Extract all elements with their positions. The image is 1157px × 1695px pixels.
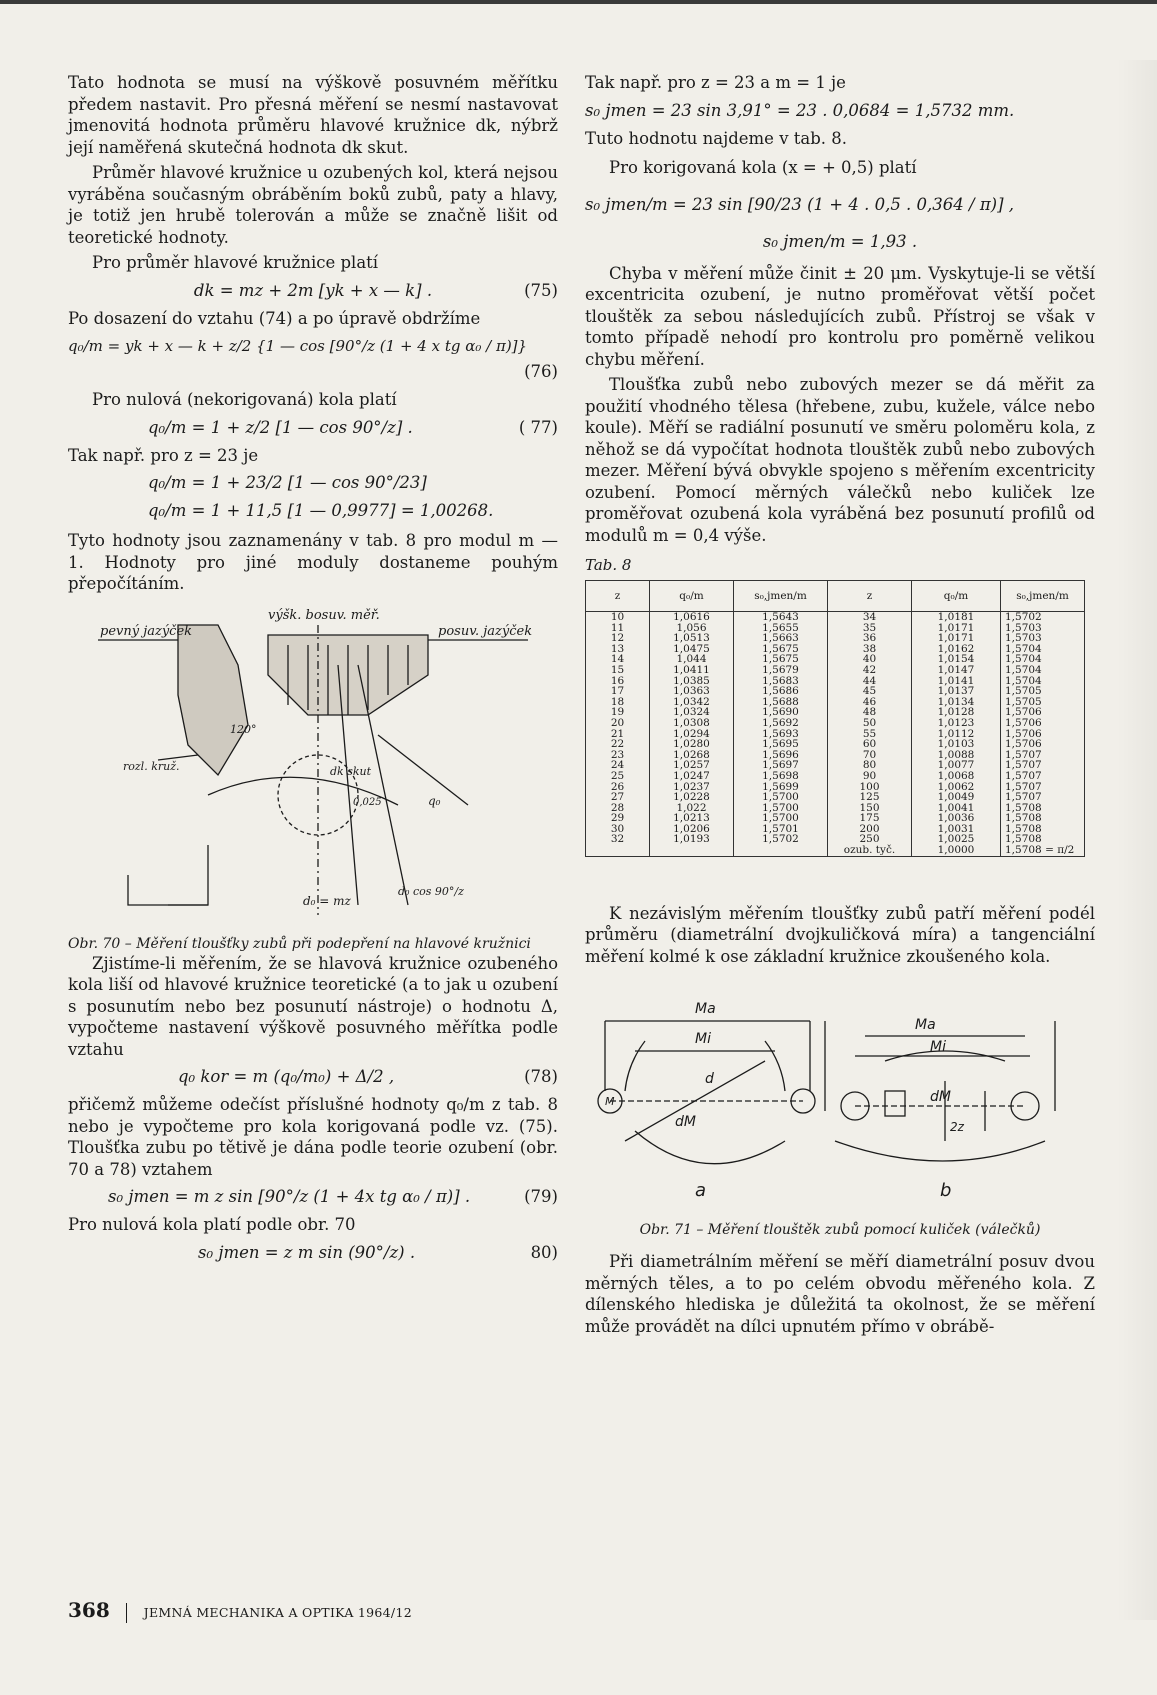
equation-body: s₀ jmen/m = 23 sin [90/23 (1 + 4 . 0,5 . 0,364 / π)] , xyxy=(585,194,1015,214)
table-row xyxy=(586,612,1085,623)
table-cell-z-cell: 80 xyxy=(828,760,912,771)
equation-body: q₀/m = yk + x — k + z/2 {1 — cos [90°/z (1 + 4 x tg α₀ / π)]} xyxy=(68,337,528,355)
paragraph: Tak např. pro z = 23 a m = 1 je xyxy=(585,73,846,92)
table-cell-z-cell: 29 xyxy=(586,813,650,824)
table-row xyxy=(586,718,1085,729)
table-cell-q-cell: 1,0294 xyxy=(650,729,734,740)
equation-body: s₀ jmen = 23 sin 3,91° = 23 . 0,0684 = 1,5732 mm. xyxy=(585,100,1015,120)
table-cell-q-cell: 1,0171 xyxy=(912,623,1001,634)
table-cell-s-cell: 1,5707 xyxy=(1001,771,1085,782)
table-cell-z-cell: 60 xyxy=(828,739,912,750)
page-bleed-shadow xyxy=(1117,60,1157,1620)
equation-example-2 xyxy=(68,500,558,522)
table-cell-s-cell: 1,5707 xyxy=(1001,750,1085,761)
table-cell-z-cell: 28 xyxy=(586,803,650,814)
table-cell-q-cell: 1,0342 xyxy=(650,697,734,708)
figure-71-caption: Obr. 71 – Měření tlouštěk zubů pomocí kuliček (válečků) xyxy=(639,1222,1041,1239)
table-cell-s-cell: 1,5707 xyxy=(1001,782,1085,793)
table-cell-z-cell: 27 xyxy=(586,792,650,803)
table-cell-z-cell: 22 xyxy=(586,739,650,750)
table-cell-s-cell: 1,5690 xyxy=(734,707,828,718)
table-cell-s-cell: 1,5655 xyxy=(734,623,828,634)
equation-example-1 xyxy=(68,472,558,494)
paragraph: Po dosazení do vztahu (74) a po úpravě obdržíme xyxy=(68,308,481,328)
table-header: q₀/m xyxy=(650,581,734,612)
table-cell-s-cell: 1,5686 xyxy=(734,686,828,697)
table-header: z xyxy=(828,581,912,612)
table-cell-z-cell: 11 xyxy=(586,623,650,634)
table-cell-q-cell: 1,0088 xyxy=(912,750,1001,761)
fig71-label-b: b xyxy=(940,1180,952,1202)
fig70-label-angle: 120° xyxy=(230,722,257,736)
equation-body: s₀ jmen/m = 1,93 . xyxy=(762,231,918,251)
fig70-label-dim: 0,025 xyxy=(353,796,382,808)
equation-body: s₀ jmen = m z sin [90°/z (1 + 4x tg α₀ / π)] . xyxy=(108,1187,471,1206)
equation-75 xyxy=(68,280,558,302)
table-cell-q-cell xyxy=(650,845,734,856)
table-cell-q-cell: 1,0237 xyxy=(650,782,734,793)
table-cell-s-cell: 1,5705 xyxy=(1001,697,1085,708)
equation-number: 80) xyxy=(530,1242,558,1262)
table-cell-s-cell: 1,5704 xyxy=(1001,676,1085,687)
table-cell-s-cell: 1,5703 xyxy=(1001,623,1085,634)
table-cell-s-cell: 1,5704 xyxy=(1001,644,1085,655)
equation-number: (75) xyxy=(524,280,558,300)
table-cell-z-cell: 26 xyxy=(586,782,650,793)
fig71-label-Ma-b: Ma xyxy=(915,1017,936,1034)
table-cell-z-cell: 12 xyxy=(586,633,650,644)
table-cell-q-cell: 1,0154 xyxy=(912,654,1001,665)
table-cell-s-cell: 1,5683 xyxy=(734,676,828,687)
table-cell-q-cell: 1,0049 xyxy=(912,792,1001,803)
paragraph: Tloušťka zubů nebo zubových mezer se dá měřit za použití vhodného tělesa (hřebene, zubu, kužele, válce nebo koule). Měří se radiální posunutí ve směru poloměru kola, z něhož se dá vypočítat hodnota tlouštěk zubů nebo zubových mezer. Měření bývá obvykle spojeno s měřením excentricity ozubení. Pomocí měrných válečků nebo kuliček lze proměřovat ozubená kola vyráběná bez posunutí profilů od modulů m = 0,4 výše. xyxy=(585,375,1095,545)
fig70-label-fixed-jaw: pevný jazýček xyxy=(100,623,193,639)
table-cell-z-cell: 100 xyxy=(828,782,912,793)
table-cell-q-cell: 1,0041 xyxy=(912,803,1001,814)
table-cell-z-cell: 90 xyxy=(828,771,912,782)
table-cell-z-cell: 13 xyxy=(586,644,650,655)
fig70-label-height-gauge: výšk. bosuv. měř. xyxy=(268,607,380,623)
table-cell-z-cell: 200 xyxy=(828,824,912,835)
table-cell-z-cell: 23 xyxy=(586,750,650,761)
table-cell-z-cell: 34 xyxy=(828,612,912,623)
paragraph: Průměr hlavové kružnice u ozubených kol, která nejsou vyráběna současným obráběním boků zubů, paty a hlavy, je totiž jen hrubě tolerován a může se značně lišit od teoretické hodnoty. xyxy=(68,163,558,247)
table-cell-s-cell: 1,5706 xyxy=(1001,707,1085,718)
table-cell-s-cell: 1,5704 xyxy=(1001,654,1085,665)
paragraph: Pro nulová (nekorigovaná) kola platí xyxy=(92,390,397,409)
table-cell-q-cell: 1,056 xyxy=(650,623,734,634)
paragraph: Zjistíme-li měřením, že se hlavová kružnice ozubeného kola liší od hlavové kružnice teoretické (a to jak u ozubení s posunutím nebo bez posunutí nástroje) o hodnotu Δ, vypočteme nastavení výškově posuvného měřítka podle vztahu xyxy=(68,953,558,1059)
paragraph: Pro průměr hlavové kružnice platí xyxy=(92,253,379,272)
table-cell-q-cell: 1,0475 xyxy=(650,644,734,655)
equation-r3 xyxy=(585,231,1095,253)
table-cell-s-cell: 1,5700 xyxy=(734,803,828,814)
table-cell-z-cell: 44 xyxy=(828,676,912,687)
table-cell-q-cell: 1,0280 xyxy=(650,739,734,750)
paragraph: Tuto hodnotu najdeme v tab. 8. xyxy=(585,128,848,148)
table-cell-q-cell: 1,0324 xyxy=(650,707,734,718)
table-cell-s-cell: 1,5702 xyxy=(1001,612,1085,623)
right-column xyxy=(585,72,1095,1341)
table-row xyxy=(586,771,1085,782)
table-cell-s-cell: 1,5701 xyxy=(734,824,828,835)
fig70-label-q0: q₀ xyxy=(428,793,441,808)
table-cell-z-cell: 48 xyxy=(828,707,912,718)
paragraph: Tyto hodnoty jsou zaznamenány v tab. 8 pro modul m — 1. Hodnoty pro jiné moduly dostaneme pouhým přepočítáním. xyxy=(68,531,558,593)
table-cell-q-cell: 1,0134 xyxy=(912,697,1001,708)
table-cell-s-cell: 1,5702 xyxy=(734,834,828,845)
equation-body: q₀ kor = m (q₀/m₀) + Δ/2 , xyxy=(178,1067,395,1086)
equation-80 xyxy=(68,1242,558,1264)
table-cell-z-cell: 70 xyxy=(828,750,912,761)
table-cell-q-cell: 1,0181 xyxy=(912,612,1001,623)
paragraph: Pro korigovaná kola (x = + 0,5) platí xyxy=(609,158,917,177)
table-cell-q-cell: 1,0193 xyxy=(650,834,734,845)
table-cell-z-cell: 42 xyxy=(828,665,912,676)
table-cell-q-cell: 1,022 xyxy=(650,803,734,814)
table-cell-q-cell: 1,0031 xyxy=(912,824,1001,835)
table-cell-s-cell: 1,5693 xyxy=(734,729,828,740)
fig71-label-2z: 2z xyxy=(950,1120,964,1135)
table-cell-z-cell: 32 xyxy=(586,834,650,845)
table-cell-q-cell: 1,0385 xyxy=(650,676,734,687)
table-cell-z-cell: 18 xyxy=(586,697,650,708)
equation-number: (79) xyxy=(524,1187,558,1206)
table-cell-z-cell: 25 xyxy=(586,771,650,782)
table-cell-z-cell: 20 xyxy=(586,718,650,729)
table-cell-q-cell: 1,0112 xyxy=(912,729,1001,740)
table-cell-z-cell: 40 xyxy=(828,654,912,665)
fig70-label-d0cos: d₀ cos 90°/z xyxy=(398,884,464,898)
table-cell-s-cell: 1,5688 xyxy=(734,697,828,708)
table-cell-q-cell: 1,0411 xyxy=(650,665,734,676)
table-header: s₀,jmen/m xyxy=(1001,581,1085,612)
table-cell-z-cell: 55 xyxy=(828,729,912,740)
equation-76 xyxy=(68,335,558,383)
table-body xyxy=(586,612,1085,857)
table-cell-s-cell: 1,5708 xyxy=(1001,824,1085,835)
figure-71-drawing xyxy=(585,981,1065,1211)
table-header-row xyxy=(586,581,1085,612)
page-number: 368 xyxy=(68,1598,110,1622)
table-cell-q-cell: 1,0616 xyxy=(650,612,734,623)
table-cell-s-cell: 1,5700 xyxy=(734,792,828,803)
table-cell-q-cell: 1,0036 xyxy=(912,813,1001,824)
table-cell-s-cell: 1,5708 xyxy=(1001,803,1085,814)
table-cell-s-cell: 1,5707 xyxy=(1001,760,1085,771)
table-cell-q-cell: 1,0025 xyxy=(912,834,1001,845)
equation-body: q₀/m = 1 + z/2 [1 — cos 90°/z] . xyxy=(148,417,413,437)
table-row xyxy=(586,845,1085,856)
figure-70 xyxy=(68,605,558,952)
equation-body: dk = mz + 2m [yk + x — k] . xyxy=(193,280,433,300)
figure-71 xyxy=(585,981,1095,1239)
equation-r2 xyxy=(585,185,1095,225)
fig70-label-d0: d₀ = mz xyxy=(303,893,351,908)
table-cell-q-cell: 1,0206 xyxy=(650,824,734,835)
table-cell-z-cell xyxy=(586,845,650,856)
table-cell-q-cell: 1,0103 xyxy=(912,739,1001,750)
table-label: Tab. 8 xyxy=(585,556,632,574)
equation-body: q₀/m = 1 + 23/2 [1 — cos 90°/23] xyxy=(148,473,427,492)
table-cell-s-cell: 1,5707 xyxy=(1001,792,1085,803)
figure-70-caption: Obr. 70 – Měření tloušťky zubů při podepření na hlavové kružnici xyxy=(68,935,531,952)
table-cell-z-cell: 16 xyxy=(586,676,650,687)
table-cell-z-cell: 14 xyxy=(586,654,650,665)
paragraph: Při diametrálním měření se měří diametrální posuv dvou měrných těles, a to po celém obvodu měřeného kola. Z dílenského hlediska je důležitá ta okolnost, že se měření může provádět na dílci upnutém přímo v obrábě- xyxy=(585,1252,1095,1336)
table-cell-s-cell: 1,5706 xyxy=(1001,739,1085,750)
table-cell-z-cell: 250 xyxy=(828,834,912,845)
table-cell-q-cell: 1,0128 xyxy=(912,707,1001,718)
table-cell-q-cell: 1,0123 xyxy=(912,718,1001,729)
fig71-label-Ma-a: Ma xyxy=(695,1001,716,1018)
table-cell-s-cell: 1,5705 xyxy=(1001,686,1085,697)
figure-70-drawing xyxy=(68,605,558,925)
table-cell-s-cell: 1,5675 xyxy=(734,654,828,665)
page-footer xyxy=(68,1598,412,1623)
table-cell-z-cell: 45 xyxy=(828,686,912,697)
table-cell-z-cell: 21 xyxy=(586,729,650,740)
fig70-label-pitch-circle: rozl. kruž. xyxy=(123,759,180,773)
table-cell-q-cell: 1,0068 xyxy=(912,771,1001,782)
equation-body: s₀ jmen = z m sin (90°/z) . xyxy=(198,1242,416,1262)
equation-r1 xyxy=(585,100,1095,122)
table-cell-z-cell: 125 xyxy=(828,792,912,803)
table-cell-z-cell: 30 xyxy=(586,824,650,835)
table-cell-s-cell xyxy=(734,845,828,856)
fig71-label-Mi-a: Mi xyxy=(695,1031,711,1048)
equation-number: (76) xyxy=(524,362,558,381)
equation-number: ( 77) xyxy=(518,417,558,437)
table-cell-s-cell: 1,5706 xyxy=(1001,729,1085,740)
table-row xyxy=(586,665,1085,676)
table-header: q₀/m xyxy=(912,581,1001,612)
table-header: s₀,jmen/m xyxy=(734,581,828,612)
table-cell-z-cell: 38 xyxy=(828,644,912,655)
fig71-label-a: a xyxy=(695,1180,707,1202)
table-cell-q-cell: 1,0162 xyxy=(912,644,1001,655)
fig71-label-Mi-b: Mi xyxy=(930,1039,946,1056)
fig71-label-d: d xyxy=(705,1071,714,1088)
table-cell-z-cell: 35 xyxy=(828,623,912,634)
table-cell-q-cell: 1,0141 xyxy=(912,676,1001,687)
left-column xyxy=(68,72,558,1270)
equation-77 xyxy=(68,417,558,439)
table-cell-q-cell: 1,044 xyxy=(650,654,734,665)
table-cell-s-cell: 1,5708 = π/2 xyxy=(1001,845,1085,856)
table-cell-z-cell: 19 xyxy=(586,707,650,718)
table-8 xyxy=(585,580,1085,857)
table-cell-z-cell: 50 xyxy=(828,718,912,729)
table-cell-s-cell: 1,5708 xyxy=(1001,834,1085,845)
fig71-label-dM-a: dM xyxy=(675,1114,696,1131)
table-cell-q-cell: 1,0213 xyxy=(650,813,734,824)
equation-number: (78) xyxy=(524,1067,558,1086)
table-cell-s-cell: 1,5675 xyxy=(734,644,828,655)
table-cell-s-cell: 1,5699 xyxy=(734,782,828,793)
equation-79 xyxy=(68,1186,558,1208)
top-edge-bar xyxy=(0,0,1157,4)
table-cell-s-cell: 1,5704 xyxy=(1001,665,1085,676)
table-cell-z-cell: 36 xyxy=(828,633,912,644)
fig71-label-dM-b: dM xyxy=(930,1089,951,1106)
table-cell-z-cell: ozub. tyč. xyxy=(828,845,912,856)
table-cell-s-cell: 1,5703 xyxy=(1001,633,1085,644)
table-header: z xyxy=(586,581,650,612)
table-cell-s-cell: 1,5698 xyxy=(734,771,828,782)
table-cell-s-cell: 1,5643 xyxy=(734,612,828,623)
paragraph: Tato hodnota se musí na výškově posuvném měřítku předem nastavit. Pro přesná měření se nesmí nastavovat jmenovitá hodnota průměru hlavové kružnice dk, nýbrž její naměřená skutečná hodnota dk skut. xyxy=(68,73,558,157)
table-cell-q-cell: 1,0247 xyxy=(650,771,734,782)
footer-divider xyxy=(126,1603,127,1623)
table-cell-z-cell: 46 xyxy=(828,697,912,708)
table-cell-z-cell: 10 xyxy=(586,612,650,623)
table-cell-z-cell: 17 xyxy=(586,686,650,697)
table-cell-q-cell: 1,0062 xyxy=(912,782,1001,793)
paragraph: K nezávislým měřením tloušťky zubů patří měření podél průměru (diametrální dvojkuličková míra) a tangenciální měření kolmé k ose základní kružnice zkoušeného kola. xyxy=(585,903,1095,966)
table-cell-q-cell: 1,0268 xyxy=(650,750,734,761)
paragraph: Pro nulová kola platí podle obr. 70 xyxy=(68,1215,356,1234)
fig70-label-sliding-jaw: posuv. jazýček xyxy=(438,623,533,639)
table-cell-q-cell: 1,0228 xyxy=(650,792,734,803)
table-cell-z-cell: 150 xyxy=(828,803,912,814)
table-cell-q-cell: 1,0513 xyxy=(650,633,734,644)
table-cell-q-cell: 1,0147 xyxy=(912,665,1001,676)
fig71-label-M-a: M xyxy=(605,1095,615,1109)
table-cell-q-cell: 1,0000 xyxy=(912,845,1001,856)
table-cell-q-cell: 1,0137 xyxy=(912,686,1001,697)
paragraph: přičemž můžeme odečíst příslušné hodnoty q₀/m z tab. 8 nebo je vypočteme pro kola korigovaná podle vz. (75). Tloušťka zubu po tětivě je dána podle teorie ozubení (obr. 70 a 78) vztahem xyxy=(68,1095,558,1179)
table-cell-s-cell: 1,5692 xyxy=(734,718,828,729)
publication-name: JEMNÁ MECHANIKA A OPTIKA 1964/12 xyxy=(143,1605,412,1620)
table-cell-z-cell: 15 xyxy=(586,665,650,676)
table-cell-s-cell: 1,5695 xyxy=(734,739,828,750)
table-cell-z-cell: 175 xyxy=(828,813,912,824)
table-cell-s-cell: 1,5679 xyxy=(734,665,828,676)
fig70-label-dk: dk skut xyxy=(330,764,372,778)
table-cell-s-cell: 1,5697 xyxy=(734,760,828,771)
equation-body: q₀/m = 1 + 11,5 [1 — 0,9977] = 1,00268. xyxy=(148,501,494,520)
table-cell-s-cell: 1,5663 xyxy=(734,633,828,644)
table-cell-s-cell: 1,5708 xyxy=(1001,813,1085,824)
table-cell-s-cell: 1,5696 xyxy=(734,750,828,761)
table-cell-q-cell: 1,0077 xyxy=(912,760,1001,771)
table-cell-q-cell: 1,0257 xyxy=(650,760,734,771)
equation-78 xyxy=(68,1066,558,1088)
table-cell-s-cell: 1,5706 xyxy=(1001,718,1085,729)
table-cell-q-cell: 1,0363 xyxy=(650,686,734,697)
table-cell-q-cell: 1,0308 xyxy=(650,718,734,729)
table-cell-s-cell: 1,5700 xyxy=(734,813,828,824)
paragraph: Tak např. pro z = 23 je xyxy=(68,445,259,465)
table-cell-z-cell: 24 xyxy=(586,760,650,771)
paragraph: Chyba v měření může činit ± 20 μm. Vyskytuje-li se větší excentricita ozubení, je nutno proměřovat větší počet tlouštěk za sebou následujících zubů. Přístroj se však v tomto případě nehodí pro kontrolu pro poměrně velikou chybu měření. xyxy=(585,263,1095,369)
table-cell-q-cell: 1,0171 xyxy=(912,633,1001,644)
